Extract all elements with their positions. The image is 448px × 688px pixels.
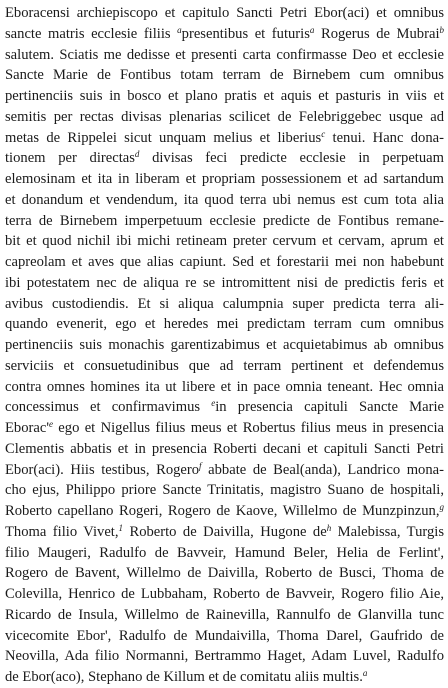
- charter-line: concessimus et confirmavimus $^e$in presencia capituli Sancte Marie: [5, 398, 444, 416]
- charter-line: filio Maugeri, Radulfo de Bavveir, Hamund Beler, Helia de Ferlint',: [5, 544, 444, 561]
- charter-line: contra omnes homines ita ut libere et in pace omnia teneant. Hec omnia: [5, 378, 444, 395]
- charter-line: ibi potestatem nec de aliqua re se intromittent nisi de predictis feris et: [5, 274, 444, 291]
- charter-line: metas de Rippelei sicut unquam melius et liberius$^c$ tenui. Hanc dona-: [5, 128, 444, 146]
- charter-line: pertinenciis suis monachis garentizabimus et acquietabimus ab omnibus: [5, 337, 444, 353]
- charter-text: [5, 3, 444, 688]
- charter-line: Clementis abbatis et in presencia Roberti decani et capituli Sancti Petri: [5, 440, 444, 457]
- charter-line: de Ebor(aco), Stephano de Killum et de comitatu aliis multis.$^a$: [5, 668, 368, 685]
- charter-line: serviciis et consuetudinibus que ad terram pertinent et defendemus: [5, 357, 444, 374]
- charter-line: Ebor(aci). Hiis testibus, Rogero$^f$ abbate de Beal(anda), Landrico mona-: [5, 460, 444, 478]
- charter-line: semitis per rectas divisas plenarias scilicet de Felebriggebec usque ad: [5, 108, 444, 125]
- charter-line: $Eborac'^e$ ego et Nigellus filius meus et Robertus filius meus in presencia: [5, 419, 444, 436]
- charter-line: Roberto capellano Rogeri, Rogero de Kaove, Willelmo de Munzpinzun,$^g$: [5, 502, 444, 519]
- charter-line: tionem per directas$^d$ divisas feci predicte ecclesie in perpetuam: [5, 149, 444, 167]
- charter-line: bit et quod nichil ibi michi retineam preter cervum et cervam, aprum et: [5, 233, 444, 250]
- charter-line: Thoma filio Vivet,$^1$ Roberto de Daivilla, Hugone $de^h$ Malebissa, Turgis: [5, 522, 444, 540]
- charter-line: vicecomite Ebor', Radulfo de Mundaivilla, Thoma Darel, Gaufrido de: [5, 627, 444, 644]
- charter-line: avibus custodiendis. Et si aliqua calumpnia super predicta terra ali-: [5, 295, 444, 312]
- charter-line: Sancte Marie de Fontibus totam terram de Birnebem cum omnibus: [5, 67, 444, 84]
- charter-line: Ricardo de Insula, Willelmo de Rainevilla, Rannulfo de Glanvilla tunc: [5, 606, 444, 623]
- charter-line: terra de Birnebem imperpetuum ecclesie predicte de Fontibus remane-: [5, 212, 444, 229]
- charter-line: et donandum et vendendum, ita quod terra ubi nemus est cum tota alia: [5, 191, 444, 208]
- charter-line: capreolam et aves que alias capiunt. Sed et forestarii mei non habebunt: [5, 254, 444, 270]
- charter-line: sancte matris ecclesie filiis $^a$presentibus et futuris$^a$ Rogerus de Mubrai$^b$: [5, 24, 444, 42]
- charter-line: quando evenerit, ego et heredes mei predictam terram cum omnibus: [5, 316, 444, 333]
- charter-line: Colevilla, Henrico de Lubbaham, Roberto de Bavveir, Rogero filio Aie,: [5, 586, 444, 602]
- charter-line: Eboracensi archiepiscopo et capitulo Sancti Petri Ebor(aci) et omnibus: [5, 5, 444, 21]
- charter-line: elemosinam et ita in liberam et propriam possessionem et ad sartandum: [5, 171, 444, 187]
- charter-line: cho ejus, Philippo priore Sancte Trinitatis, magistro Suano de hospitali,: [5, 482, 444, 499]
- charter-line: Rogero de Bavent, Willelmo de Daivilla, Roberto de Busci, Thoma de: [5, 565, 444, 582]
- charter-line: salutem. Sciatis me dedisse et presenti carta confirmasse Deo et ecclesie: [5, 46, 444, 63]
- charter-line: Neovilla, Ada filio Normanni, Bertrammo Haget, Adam Luvel, Radulfo: [5, 648, 444, 665]
- charter-line: pertinenciis suis in bosco et plano pratis et aquis et pasturis in viis et: [5, 88, 444, 104]
